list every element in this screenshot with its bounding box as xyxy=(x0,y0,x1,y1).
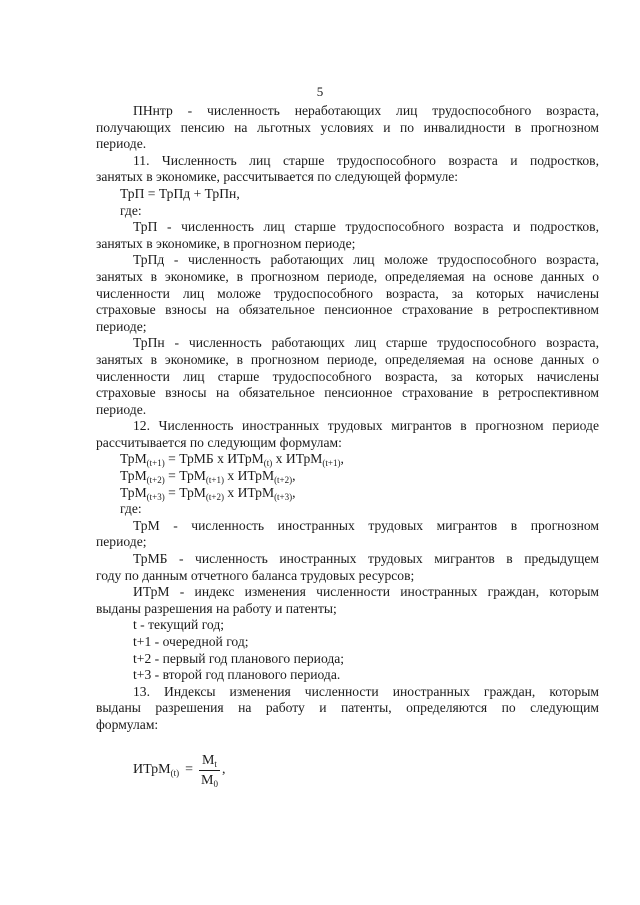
text-line: периоде. xyxy=(96,401,147,417)
text-line: t - текущий год; xyxy=(133,617,225,633)
page-number: 5 xyxy=(316,84,324,99)
text-line: 11. Численность лиц старше трудоспособного возраста и подростков, xyxy=(133,152,599,168)
text-line: выданы разрешения на работу и патенты, определяются по следующим xyxy=(96,700,599,716)
text-line: занятых в экономике, рассчитывается по следующей формуле: xyxy=(96,169,459,185)
text-line: ТрМБ - численность иностранных трудовых мигрантов в предыдущем xyxy=(133,551,599,567)
text-line: ТрП = ТрПд + ТрПн, xyxy=(120,185,240,201)
text-line: страховые взносы на обязательное пенсионное страхование в ретроспективном xyxy=(96,302,599,318)
formula-equals: = xyxy=(185,762,193,777)
text-line: выданы разрешения на работу и патенты; xyxy=(96,600,337,616)
text-line: численности лиц моложе трудоспособного возраста, за которых начислены xyxy=(96,285,599,301)
text-line: рассчитывается по следующим формулам: xyxy=(96,434,342,450)
text-line: ПНнтр - численность неработающих лиц трудоспособного возраста, xyxy=(133,103,599,118)
text-line: ТрП - численность лиц старше трудоспособного возраста и подростков, xyxy=(133,219,599,235)
text-line: ТрМ - численность иностранных трудовых мигрантов в прогнозном xyxy=(133,517,599,533)
text-line: страховые взносы на обязательное пенсионное страхование в ретроспективном xyxy=(96,385,599,401)
text-line: получающих пенсию на льготных условиях и по инвалидности в прогнозном xyxy=(96,119,599,135)
text-line: ТрПн - численность работающих лиц старше трудоспособного возраста, xyxy=(133,335,599,351)
formula-lhs: ИТрМ$_{(t)}$ xyxy=(133,762,180,778)
fraction-bar xyxy=(199,770,220,771)
text-line: занятых в экономике, в прогнозном периоде, определяемая на основе данных о xyxy=(96,268,599,284)
text-line: занятых в экономике, в прогнозном периоде; xyxy=(96,235,356,251)
formula-fraction xyxy=(199,752,220,789)
fraction-numerator: $M_t$ xyxy=(201,752,217,769)
text-line: периоде; xyxy=(96,534,147,550)
text-line: периоде. xyxy=(96,136,147,152)
text-line: периоде; xyxy=(96,318,147,334)
text-line: году по данным отчетного баланса трудовых ресурсов; xyxy=(96,567,415,583)
body-text xyxy=(96,103,599,734)
text-line: где: xyxy=(120,501,142,517)
text-line: 12. Численность иностранных трудовых мигрантов в прогнозном периоде xyxy=(133,418,599,434)
text-line: занятых в экономике, в прогнозном периоде, определяемая на основе данных о xyxy=(96,351,599,367)
text-line: формулам: xyxy=(96,716,159,732)
text-line: ТрПд - численность работающих лиц моложе трудоспособного возраста, xyxy=(133,252,599,268)
text-line: ТрМ$_{(t+2)}$ = ТрМ$_{(t+1)}$ х ИТрМ$_{(t+2)}$, xyxy=(120,468,296,486)
text-line: ТрМ$_{(t+1)}$ = ТрМБ х ИТрМ$_{(t)}$ х ИТрМ$_{(t+1)}$, xyxy=(120,451,344,469)
text-line: ТрМ$_{(t+3)}$ = ТрМ$_{(t+2)}$ х ИТрМ$_{(t+3)}$, xyxy=(120,484,296,502)
formula-comma: , xyxy=(221,762,226,777)
text-line: ИТрМ - индекс изменения численности иностранных граждан, которым xyxy=(133,584,599,600)
text-line: t+3 - второй год планового периода. xyxy=(133,667,341,683)
text-line: t+1 - очередной год; xyxy=(133,634,249,649)
text-line: 13. Индексы изменения численности иностранных граждан, которым xyxy=(133,683,599,699)
text-line: t+2 - первый год планового периода; xyxy=(133,650,345,666)
fraction-denominator: $M_0$ xyxy=(200,772,218,789)
text-line: численности лиц старше трудоспособного возраста, за которых начислены xyxy=(96,368,599,384)
text-line: где: xyxy=(120,202,142,218)
index-formula xyxy=(133,750,225,790)
